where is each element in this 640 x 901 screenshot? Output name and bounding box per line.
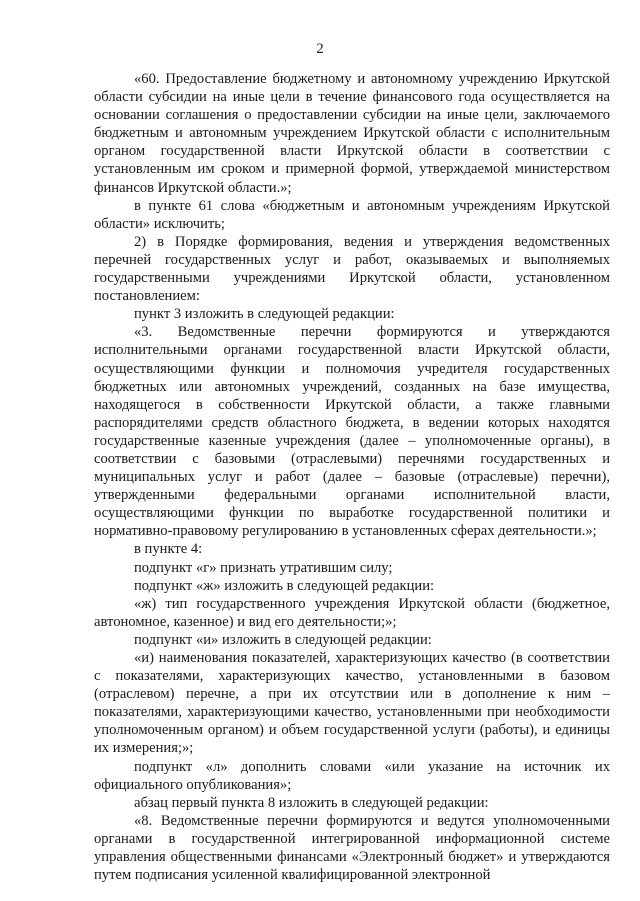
paragraph-point-8-text: «8. Ведомственные перечни формируются и ведутся уполномоченными органами в государственной интегрированной информационной системе управления общественными финансами «Электронный бюджет» и утверждаются путем подписания усиленной квалифицированной электронной — [94, 812, 610, 884]
page-number: 2 — [316, 41, 324, 57]
paragraph-subpoint-zh-intro: подпункт «ж» изложить в следующей редакции: — [134, 577, 435, 594]
paragraph-subpoint-g: подпункт «г» признать утратившим силу; — [134, 559, 393, 576]
paragraph-point-3-intro: пункт 3 изложить в следующей редакции: — [134, 306, 395, 323]
paragraph-subpoint-i-text: «и) наименования показателей, характеризующих качество (в соответствии с показателями, характеризующих качество, установленными в базовом (отраслевом) перечне, а при их отсутствии или в дополнение к ним – показателями, характеризующими качество, установленными при необходимости уполномоченным органом) и объем государственной услуги (работы), и единицы их измерения;»; — [94, 650, 610, 757]
paragraph-point-60: «60. Предоставление бюджетному и автономному учреждению Иркутской области субсидии на иные цели в течение финансового года осуществляется на основании соглашения о предоставлении субсидии на иные цели, заключаемого бюджетным и автономным учреждением Иркутской области с исполнительным органом государственной власти Иркутской области в соответствии с установленным им сроком и примерной формой, утверждаемой министерством финансов Иркутской области.»; — [94, 71, 610, 196]
paragraph-subpoint-l: подпункт «л» дополнить словами «или указание на источник их официального опубликования»; — [94, 758, 610, 793]
document-body — [94, 70, 610, 884]
paragraph-subpoint-i-intro: подпункт «и» изложить в следующей редакции: — [134, 631, 432, 648]
paragraph-point-61-amendment: в пункте 61 слова «бюджетным и автономным учреждениям Иркутской области» исключить; — [94, 197, 610, 232]
paragraph-point-4-intro: в пункте 4: — [134, 541, 203, 558]
paragraph-subpoint-zh-text: «ж) тип государственного учреждения Иркутской области (бюджетное, автономное, казенное) и вид его деятельности;»; — [94, 595, 610, 630]
paragraph-point-8-intro: абзац первый пункта 8 изложить в следующей редакции: — [134, 794, 489, 811]
paragraph-point-3-text: «3. Ведомственные перечни формируются и утверждаются исполнительными органами государственной власти Иркутской области, осуществляющими функции и полномочия учредителя государственных бюджетных или автономных учреждений, созданных на базе имущества, находящегося в собственности Иркутской области, а также главными распорядителями средств областного бюджета, в ведении которых находятся государственные казенные учреждения (далее – уполномоченные органы), в соответствии с базовыми (отраслевыми) перечнями государственных и муниципальных услуг и работ (далее – базовые (отраслевые) перечни), утвержденными федеральными органами исполнительной власти, осуществляющими функции по выработке государственной политики и нормативно-правовому регулированию в установленных сферах деятельности.»; — [94, 324, 610, 540]
paragraph-item-2-intro: 2) в Порядке формирования, ведения и утверждения ведомственных перечней государственных услуг и работ, оказываемых и выполняемых государственными учреждениями Иркутской области, установленном постановлением: — [94, 233, 610, 305]
